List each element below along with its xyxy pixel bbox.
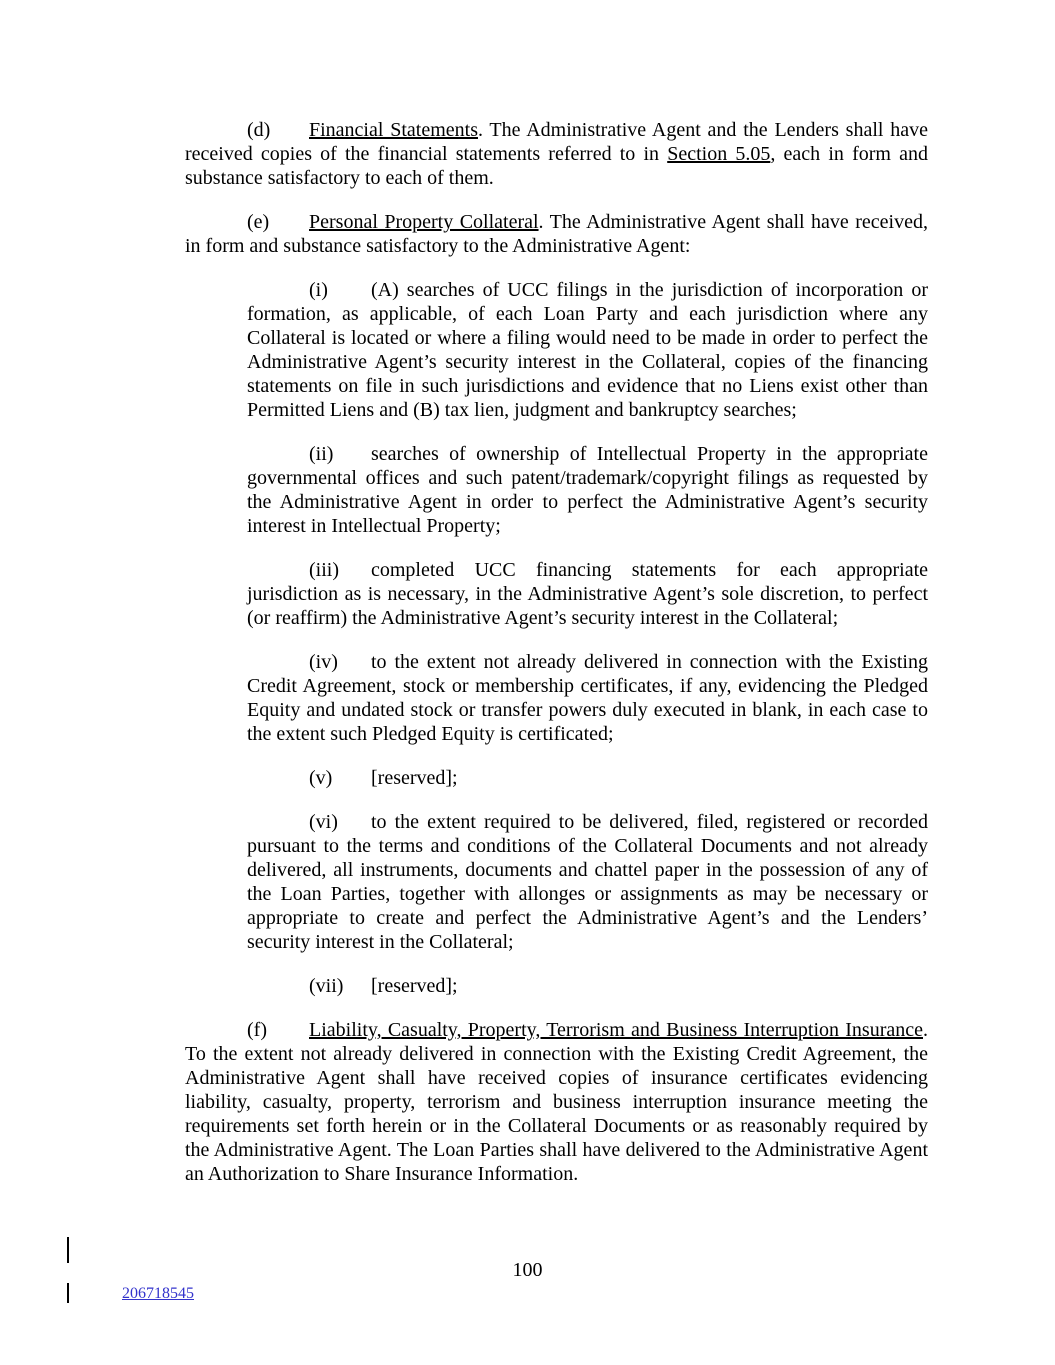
paragraph-label: (d) <box>247 119 271 141</box>
paragraph-label: (vi) <box>309 811 338 833</box>
paragraph <box>185 1018 928 1186</box>
paragraph <box>247 766 928 790</box>
paragraph-label: (ii) <box>309 443 334 465</box>
text-segment: completed UCC financing statements for each appropriate jurisdiction as is necessary, in the Administrative Agent’s sole discretion, to perfect (or reaffirm) the Administrative Agent’s security interest in the Collateral; <box>247 559 928 629</box>
doc-id-link[interactable]: 206718545 <box>122 1285 194 1302</box>
paragraph-label: (e) <box>247 211 270 233</box>
paragraph-label: (i) <box>309 279 328 301</box>
text-segment: [reserved]; <box>371 975 458 997</box>
text-segment: . To the extent not already delivered in connection with the Existing Credit Agreement, the Administrative Agent shall have received copies of insurance certificates evidencing liability, casualty, property, terrorism and business interruption insurance meeting the requirements set forth herein or in the Collateral Documents or as reasonably required by the Administrative Agent. The Loan Parties shall have delivered to the Administrative Agent an Authorization to Share Insurance Information. <box>185 1019 928 1185</box>
text-segment: Liability, Casualty, Property, Terrorism and Business Interruption Insurance <box>309 1019 923 1041</box>
paragraph-label: (iv) <box>309 651 338 673</box>
text-segment: . The Administrative Agent and the Lenders shall have received copies of the financial statements referred to in <box>185 119 928 165</box>
page-number: 100 <box>512 1259 543 1281</box>
text-segment: Financial Statements <box>309 119 478 141</box>
paragraph-label: (f) <box>247 1019 267 1041</box>
paragraph <box>247 810 928 954</box>
paragraph <box>247 442 928 538</box>
paragraph <box>247 650 928 746</box>
paragraph <box>247 974 928 998</box>
document-body <box>185 118 928 1206</box>
text-segment: to the extent not already delivered in connection with the Existing Credit Agreement, stock or membership certificates, if any, evidencing the Pledged Equity and undated stock or transfer powers duly executed in blank, in each case to the extent such Pledged Equity is certificated; <box>247 651 928 745</box>
paragraph <box>247 278 928 422</box>
text-segment: , each in form and substance satisfactory to each of them. <box>185 143 928 189</box>
text-segment: [reserved]; <box>371 767 458 789</box>
paragraph-label: (v) <box>309 767 333 789</box>
text-segment: Personal Property Collateral <box>309 211 539 233</box>
change-bar <box>67 1283 69 1303</box>
text-segment: Section 5.05 <box>667 143 771 165</box>
paragraph-label: (iii) <box>309 559 339 581</box>
paragraph <box>247 558 928 630</box>
paragraph <box>185 210 928 258</box>
text-segment: . The Administrative Agent shall have received, in form and substance satisfactory to the Administrative Agent: <box>185 211 928 257</box>
text-segment: searches of ownership of Intellectual Property in the appropriate governmental offices and such patent/trademark/copyright filings as requested by the Administrative Agent in order to perfect the Administrative Agent’s security interest in Intellectual Property; <box>247 443 928 537</box>
text-segment: to the extent required to be delivered, filed, registered or recorded pursuant to the terms and conditions of the Collateral Documents and not already delivered, all instruments, documents and chattel paper in the possession of any of the Loan Parties, together with allonges or assignments as may be necessary or appropriate to create and perfect the Administrative Agent’s and the Lenders’ security interest in the Collateral; <box>247 811 928 953</box>
text-segment: (A) searches of UCC filings in the jurisdiction of incorporation or formation, as applicable, of each Loan Party and each jurisdiction where any Collateral is located or where a filing would need to be made in order to perfect the Administrative Agent’s security interest in the Collateral, copies of the financing statements on file in such jurisdictions and evidence that no Liens exist other than Permitted Liens and (B) tax lien, judgment and bankruptcy searches; <box>247 279 928 421</box>
paragraph <box>185 118 928 190</box>
paragraph-label: (vii) <box>309 975 344 997</box>
